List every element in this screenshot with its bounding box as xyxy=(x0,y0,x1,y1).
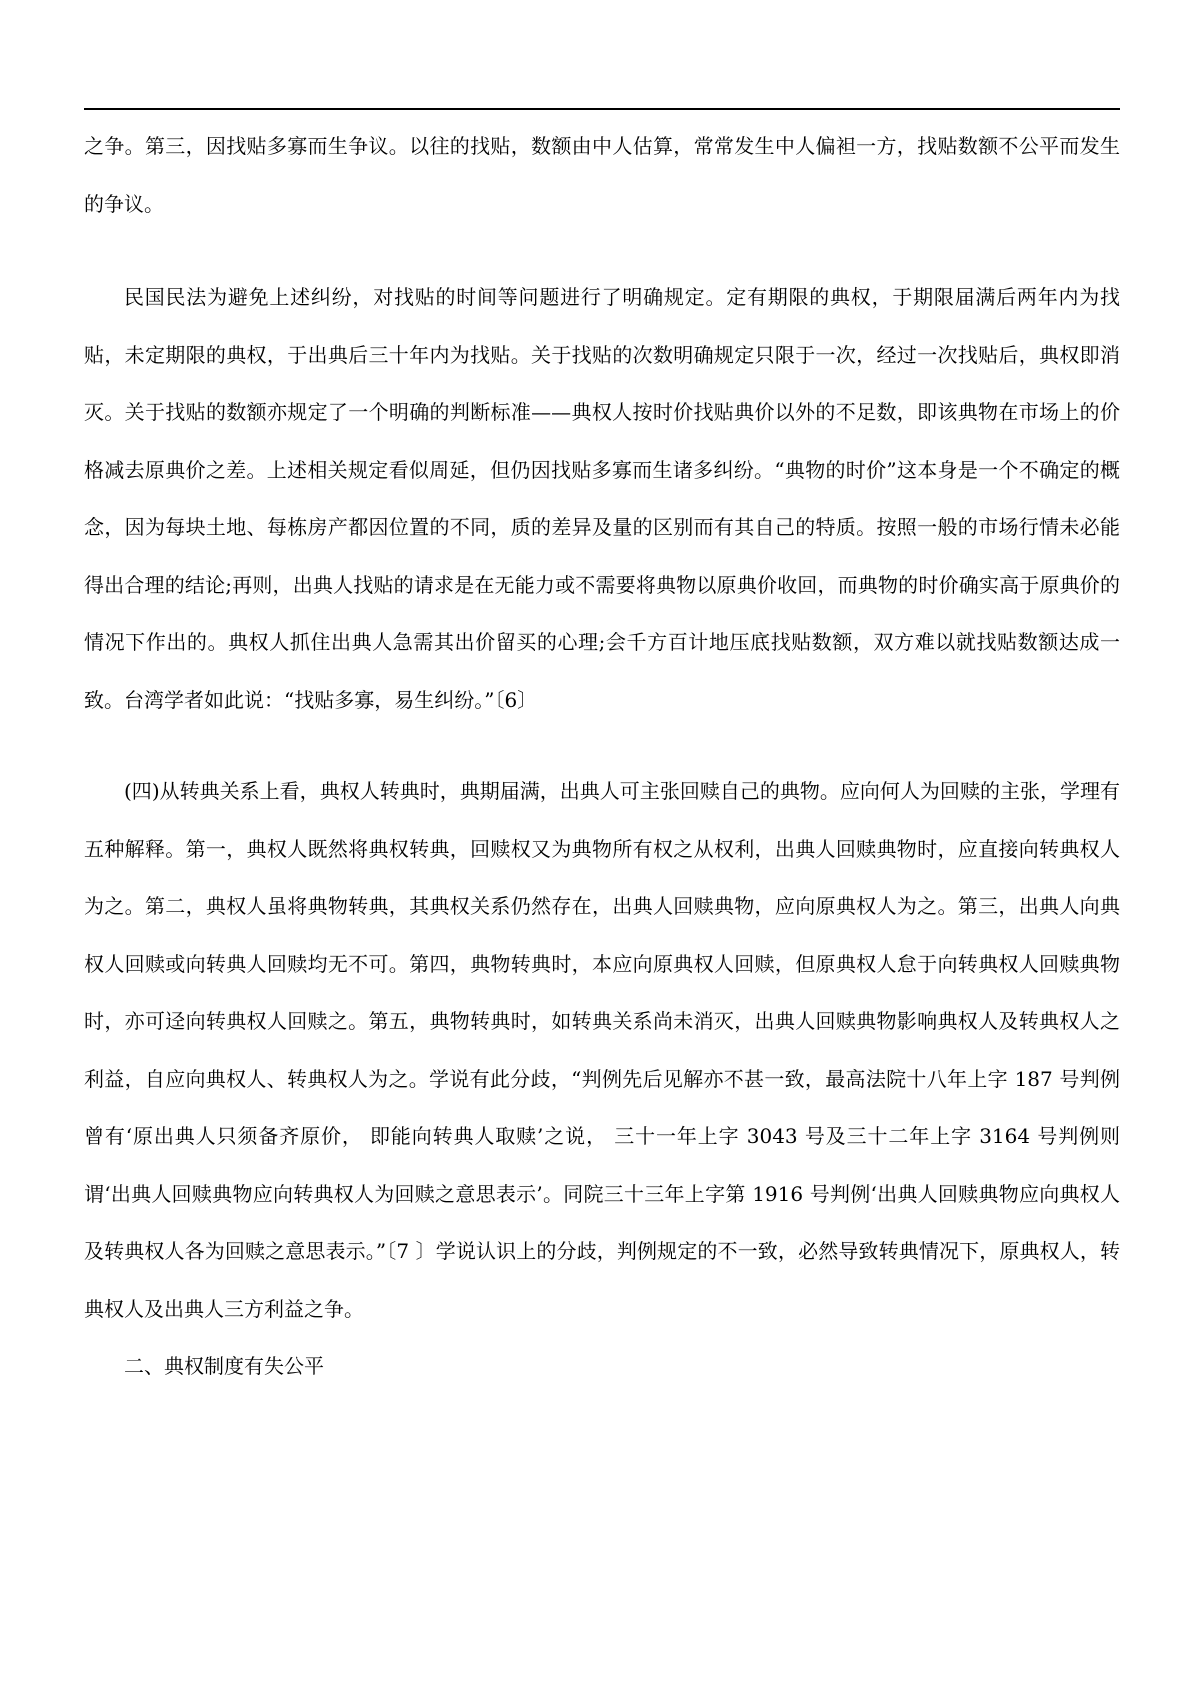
body-text xyxy=(84,118,1120,1396)
paragraph-zhaotie-rules: 民国民法为避免上述纠纷，对找贴的时间等问题进行了明确规定。定有期限的典权，于期限届满后两年内为找贴，未定期限的典权，于出典后三十年内为找贴。关于找贴的次数明确规定只限于一次，经过一次找贴后，典权即消灭。关于找贴的数额亦规定了一个明确的判断标准——典权人按时价找贴典价以外的不足数，即该典物在市场上的价格减去原典价之差。上述相关规定看似周延，但仍因找贴多寡而生诸多纠纷。“典物的时价”这本身是一个不确定的概念，因为每块土地、每栋房产都因位置的不同，质的差异及量的区别而有其自己的特质。按照一般的市场行情未必能得出合理的结论;再则，出典人找贴的请求是在无能力或不需要将典物以原典价收回，而典物的时价确实高于原典价的情况下作出的。典权人抓住出典人急需其出价留买的心理;会千方百计地压底找贴数额，双方难以就找贴数额达成一致。台湾学者如此说：“找贴多寡，易生纠纷。”〔6〕 xyxy=(84,285,1120,712)
header-rule xyxy=(84,108,1120,110)
paragraph-zhuandian: (四)从转典关系上看，典权人转典时，典期届满，出典人可主张回赎自己的典物。应向何人为回赎的主张，学理有五种解释。第一，典权人既然将典权转典，回赎权又为典物所有权之从权利，出典人回赎典物时，应直接向转典权人为之。第二，典权人虽将典物转典，其典权关系仍然存在，出典人回赎典物，应向原典权人为之。第三，出典人向典权人回赎或向转典人回赎均无不可。第四，典物转典时，本应向原典权人回赎，但原典权人怠于向转典权人回赎典物时，亦可迳向转典权人回赎之。第五，典物转典时，如转典关系尚未消灭，出典人回赎典物影响典权人及转典权人之利益，自应向典权人、转典权人为之。学说有此分歧，“判例先后见解亦不甚一致，最高法院十八年上字 187 号判例曾有‘原出典人只须备齐原价， 即能向转典人取赎’之说， 三十一年上字 3043 号及三十二年上字 3164 号判例则谓‘出典人回赎典物应向转典权人为回赎之意思表示’。同院三十三年上字第 1916 号判例‘出典人回赎典物应向典权人及转典权人各为回赎之意思表示。”〔7 〕学说认识上的分歧，判例规定的不一致，必然导致转典情况下，原典权人，转典权人及出典人三方利益之争。 xyxy=(84,779,1120,1321)
paragraph-continuation: 之争。第三，因找贴多寡而生争议。以往的找贴，数额由中人估算，常常发生中人偏袒一方，找贴数额不公平而发生的争议。 xyxy=(84,134,1120,216)
section-heading: 二、典权制度有失公平 xyxy=(124,1354,324,1378)
